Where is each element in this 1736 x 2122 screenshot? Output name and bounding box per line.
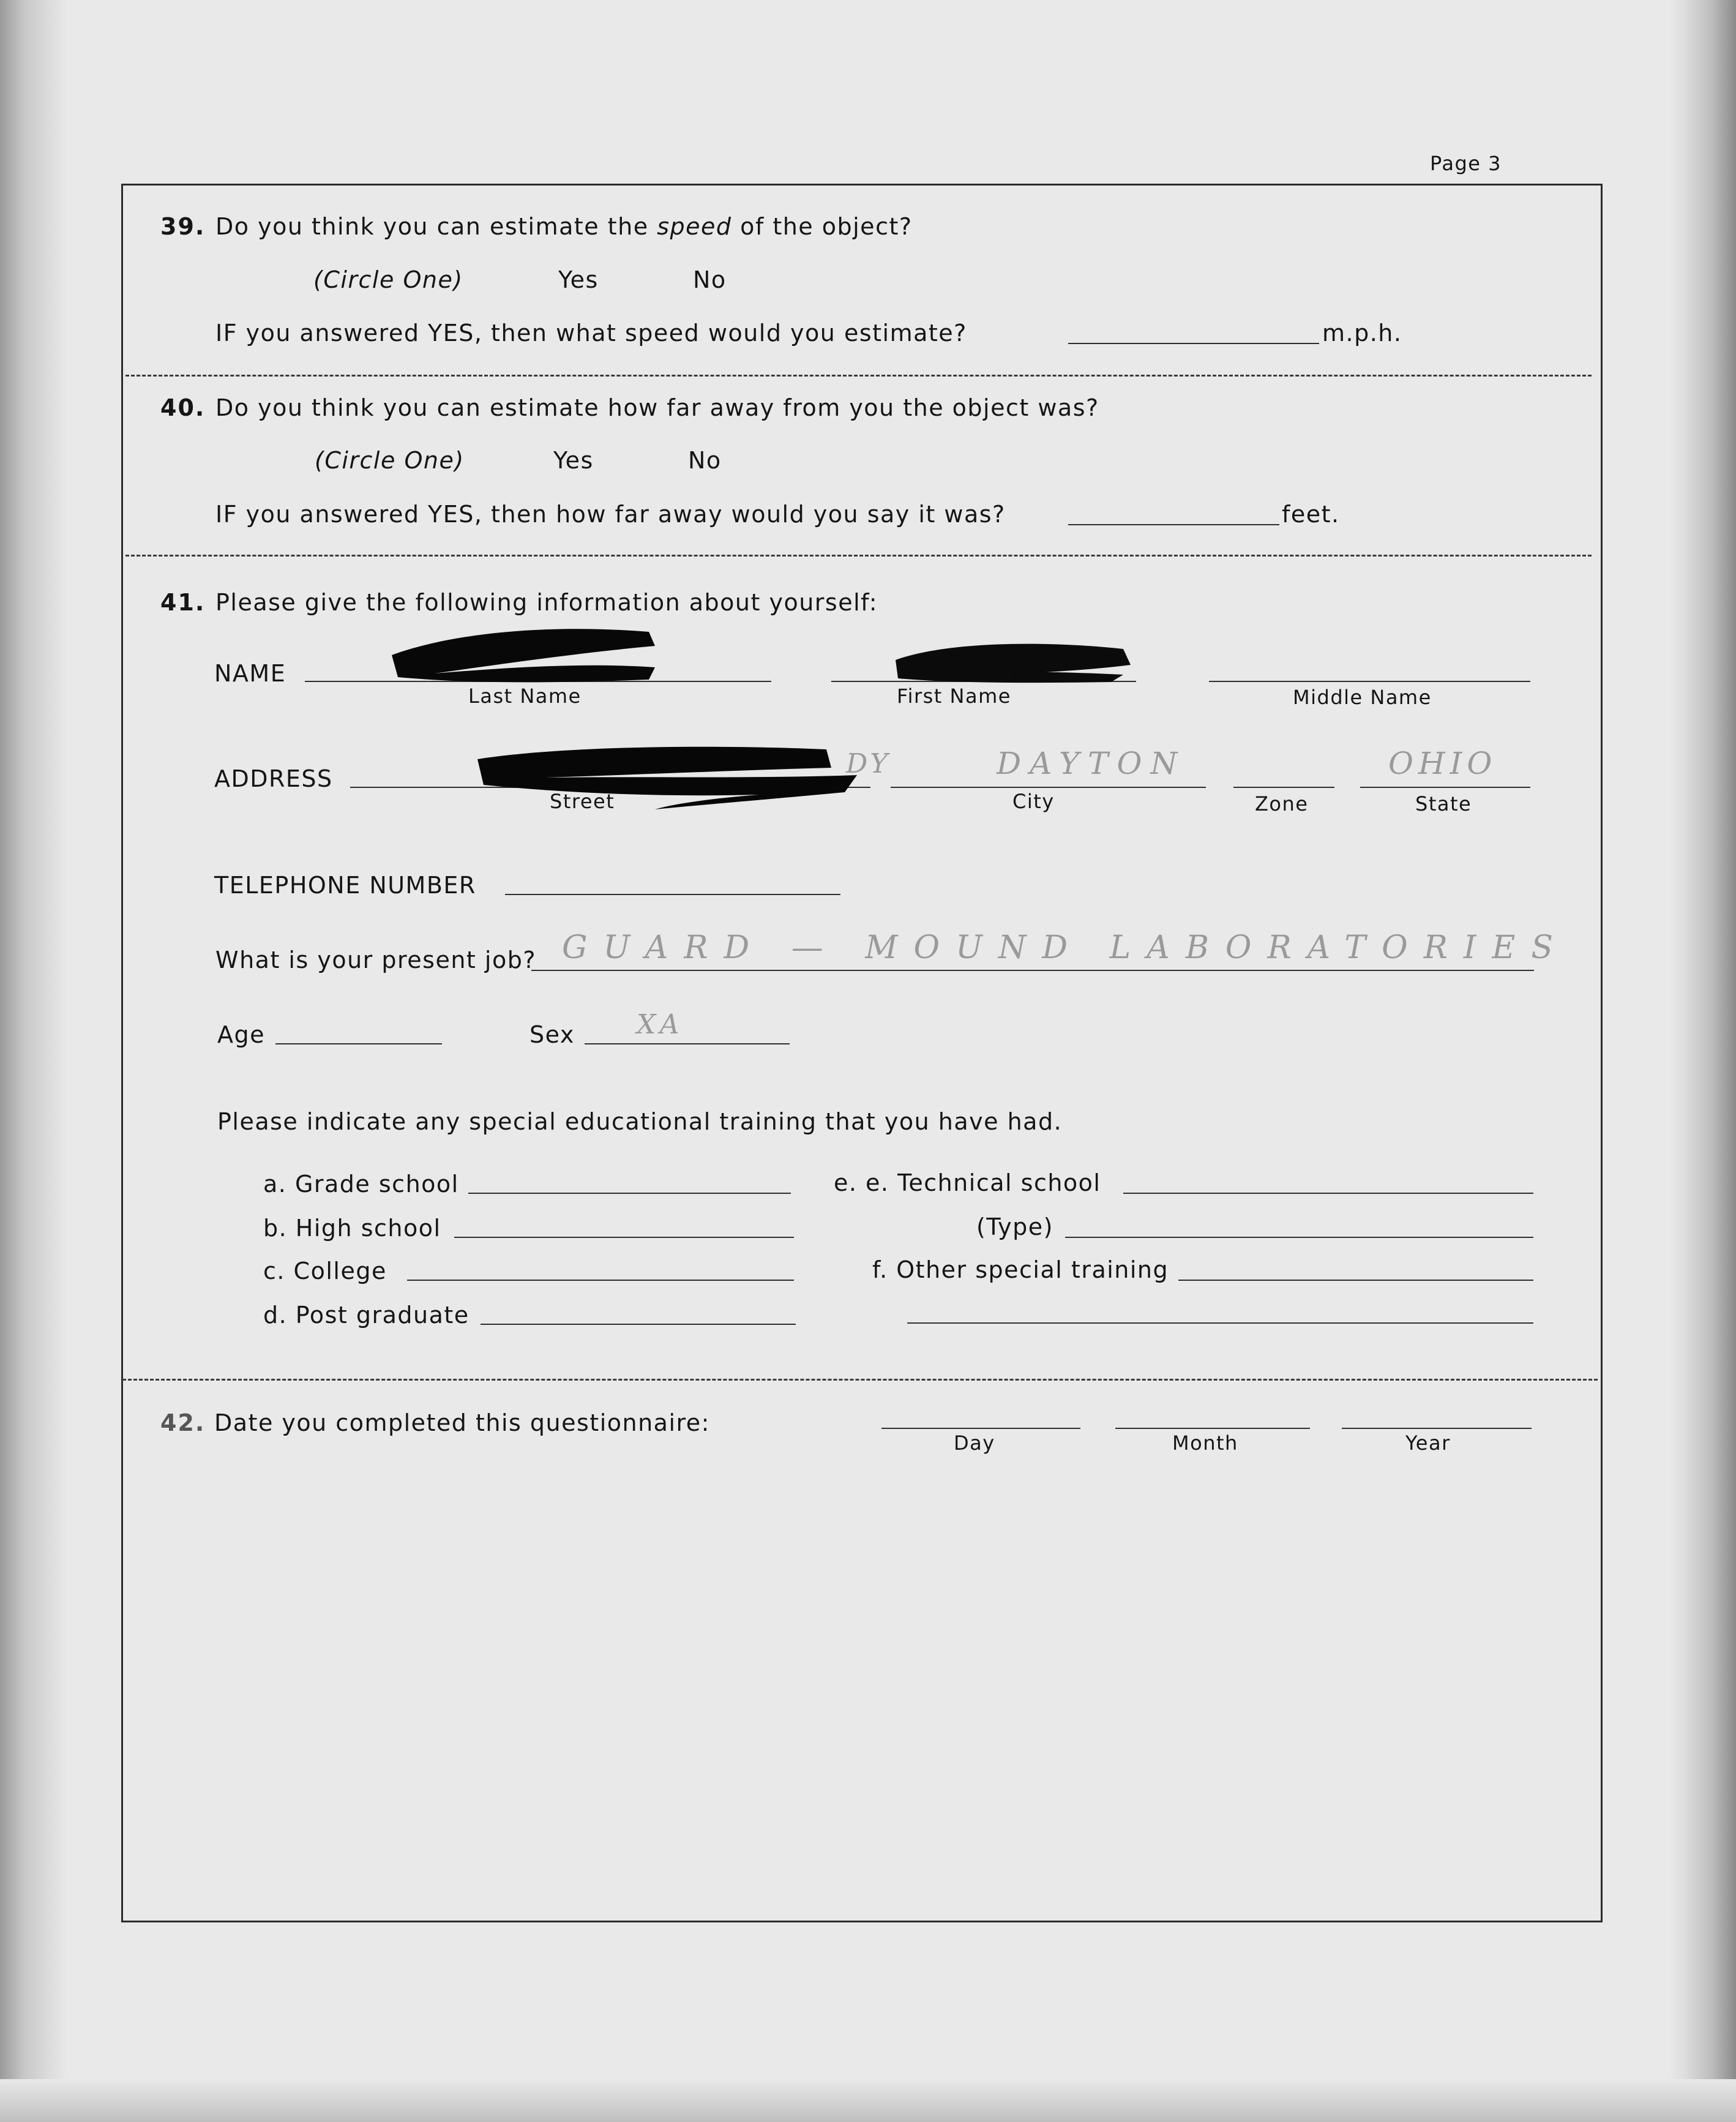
day-caption: Day [954, 1431, 995, 1455]
q39-followup: IF you answered YES, then what speed would you estimate? [215, 320, 967, 347]
q39-speed-field[interactable] [1068, 343, 1319, 344]
sex-handwriting: XA [637, 1009, 684, 1040]
q39-yes-option[interactable]: Yes [558, 266, 599, 293]
first-name-caption: First Name [897, 684, 1011, 708]
state-field[interactable] [1360, 787, 1530, 788]
q41-number: 41. [160, 589, 206, 616]
q40-distance-field[interactable] [1068, 524, 1279, 525]
street-caption: Street [550, 790, 615, 813]
month-field[interactable] [1115, 1428, 1310, 1429]
scan-edge-left [0, 0, 67, 2122]
year-caption: Year [1405, 1431, 1451, 1455]
year-field[interactable] [1342, 1428, 1532, 1429]
city-field[interactable] [891, 787, 1206, 788]
other-training-field[interactable] [1178, 1280, 1533, 1281]
age-label: Age [217, 1021, 265, 1048]
divider-40-41 [125, 555, 1592, 557]
scan-edge-right [1669, 0, 1736, 2122]
technical-type-field[interactable] [1065, 1237, 1533, 1238]
education-c-label: c. College [263, 1258, 387, 1284]
q40-unit: feet. [1282, 501, 1340, 528]
q39-circle-one: (Circle One) [313, 266, 463, 293]
post-graduate-field[interactable] [481, 1324, 796, 1325]
zone-caption: Zone [1255, 792, 1309, 815]
address-label: ADDRESS [214, 765, 333, 792]
education-b-label: b. High school [263, 1215, 441, 1242]
city-handwriting: DAYTON [997, 746, 1186, 781]
q39-number: 39. [160, 213, 206, 240]
q39-question-prefix: Do you think you can estimate the [215, 213, 649, 240]
sex-field[interactable] [585, 1043, 790, 1044]
sex-label: Sex [529, 1021, 575, 1048]
technical-school-field[interactable] [1123, 1193, 1533, 1194]
first-name-redaction [891, 635, 1136, 684]
form-frame [121, 184, 1603, 1922]
month-caption: Month [1172, 1431, 1238, 1455]
zone-field[interactable] [1233, 787, 1334, 788]
state-handwriting: OHIO [1388, 746, 1497, 781]
education-f-label: f. Other special training [872, 1256, 1169, 1283]
q39-question-emph: speed [657, 213, 732, 240]
q40-yes-option[interactable]: Yes [553, 447, 594, 474]
q39-question [215, 213, 913, 240]
last-name-caption: Last Name [468, 684, 582, 708]
page-number: Page 3 [1430, 152, 1502, 175]
street-redaction [471, 741, 863, 814]
divider-41-42 [122, 1379, 1598, 1381]
education-e-label: e. e. Technical school [834, 1169, 1101, 1196]
telephone-label: TELEPHONE NUMBER [214, 872, 476, 899]
q40-question: Do you think you can estimate how far away from you the object was? [215, 394, 1099, 421]
q39-question-suffix: of the object? [740, 213, 913, 240]
q40-number: 40. [160, 394, 206, 421]
q42-number: 42. [160, 1409, 206, 1436]
day-field[interactable] [881, 1428, 1080, 1429]
job-handwriting: GUARD — MOUND LABORATORIES [562, 929, 1569, 966]
college-field[interactable] [407, 1280, 794, 1281]
state-caption: State [1415, 792, 1472, 815]
education-d-label: d. Post graduate [263, 1302, 470, 1329]
middle-name-caption: Middle Name [1293, 686, 1432, 709]
city-caption: City [1012, 790, 1055, 813]
scan-edge-bottom [0, 2079, 1736, 2122]
q40-followup: IF you answered YES, then how far away would you say it was? [215, 501, 1006, 528]
job-field[interactable] [531, 970, 1534, 971]
age-field[interactable] [275, 1043, 442, 1044]
name-label: NAME [214, 660, 286, 687]
telephone-field[interactable] [505, 894, 840, 895]
q42-question: Date you completed this questionnaire: [214, 1409, 710, 1436]
education-type-label: (Type) [976, 1213, 1053, 1240]
education-prompt: Please indicate any special educational training that you have had. [217, 1108, 1063, 1135]
job-label: What is your present job? [215, 947, 537, 973]
other-training-field-2[interactable] [907, 1322, 1533, 1324]
q40-no-option[interactable]: No [688, 447, 722, 474]
q39-unit: m.p.h. [1322, 320, 1402, 347]
middle-name-field[interactable] [1209, 681, 1530, 682]
q39-no-option[interactable]: No [693, 266, 727, 293]
street-suffix-handwriting: DY [846, 748, 891, 779]
grade-school-field[interactable] [468, 1193, 791, 1194]
education-a-label: a. Grade school [263, 1171, 459, 1198]
divider-39-40 [125, 375, 1592, 377]
last-name-redaction [386, 618, 661, 686]
q41-question: Please give the following information about yourself: [215, 589, 878, 616]
q40-circle-one: (Circle One) [315, 447, 465, 474]
high-school-field[interactable] [454, 1237, 794, 1238]
